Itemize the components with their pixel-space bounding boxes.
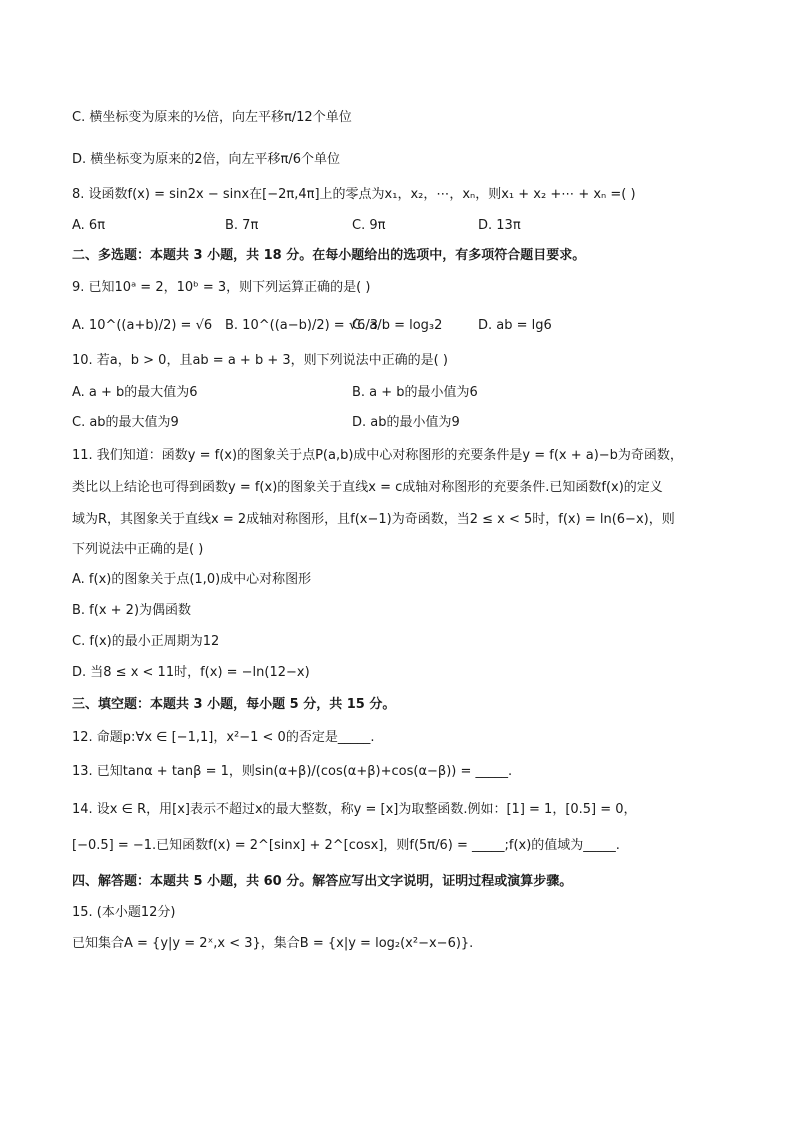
q8-options xyxy=(0,216,794,236)
q15-stem: 已知集合A = {y|y = 2ˣ,x < 3}，集合B = {x|y = log₂(x²−x−6)}. xyxy=(72,936,474,951)
q9-stem: 9. 已知10ᵃ = 2，10ᵇ = 3，则下列运算正确的是( ) xyxy=(72,280,371,295)
q8-option-b: B. 7π xyxy=(225,218,259,233)
q14-stem-line1: 14. 设x ∈ R，用[x]表示不超过x的最大整数，称y = [x]为取整函数.例如：[1] = 1，[0.5] = 0， xyxy=(72,802,637,817)
q7-option-d: D. 横坐标变为原来的2倍，向左平移π/6个单位 xyxy=(72,152,341,167)
q11-stem-line1: 11. 我们知道：函数y = f(x)的图象关于点P(a,b)成中心对称图形的充要条件是y = f(x + a)−b为奇函数， xyxy=(72,448,683,463)
q11-option-c: C. f(x)的最小正周期为12 xyxy=(72,634,220,649)
section-4-heading: 四、解答题：本题共 5 小题，共 60 分。解答应写出文字说明，证明过程或演算步骤。 xyxy=(72,874,573,889)
q11-option-a: A. f(x)的图象关于点(1,0)成中心对称图形 xyxy=(72,572,312,587)
q10-options-row1 xyxy=(0,383,794,403)
q9-option-a: A. 10^((a+b)/2) = √6 xyxy=(72,318,213,333)
section-2-heading: 二、多选题：本题共 3 小题，共 18 分。在每小题给出的选项中，有多项符合题目要求。 xyxy=(72,248,586,263)
q12-stem: 12. 命题p:∀x ∈ [−1,1]，x²−1 < 0的否定是_____. xyxy=(72,730,375,745)
q7-option-c: C. 横坐标变为原来的½倍，向左平移π/12个单位 xyxy=(72,110,352,125)
q11-option-b: B. f(x + 2)为偶函数 xyxy=(72,603,192,618)
q9-option-c: C. a/b = log₃2 xyxy=(352,318,443,333)
q9-option-b: B. 10^((a−b)/2) = √6/3 xyxy=(225,318,379,333)
q9-option-d: D. ab = lg6 xyxy=(478,318,552,333)
q11-option-d: D. 当8 ≤ x < 11时，f(x) = −ln(12−x) xyxy=(72,665,310,680)
q10-options-row2 xyxy=(0,413,794,433)
q10-option-c: C. ab的最大值为9 xyxy=(72,415,179,430)
q10-option-b: B. a + b的最小值为6 xyxy=(352,385,478,400)
q15-title: 15. (本小题12分) xyxy=(72,905,176,920)
q10-stem: 10. 若a，b > 0，且ab = a + b + 3，则下列说法中正确的是( ) xyxy=(72,353,448,368)
q14-stem-line2: [−0.5] = −1.已知函数f(x) = 2^[sinx] + 2^[cosx]，则f(5π/6) = _____;f(x)的值域为_____. xyxy=(72,838,620,853)
q8-option-c: C. 9π xyxy=(352,218,386,233)
q10-option-d: D. ab的最小值为9 xyxy=(352,415,460,430)
q11-stem-line4: 下列说法中正确的是( ) xyxy=(72,542,204,557)
q9-options xyxy=(0,316,794,336)
q8-option-d: D. 13π xyxy=(478,218,521,233)
q8-option-a: A. 6π xyxy=(72,218,106,233)
q11-stem-line3: 域为R，其图象关于直线x = 2成轴对称图形，且f(x−1)为奇函数，当2 ≤ x < 5时，f(x) = ln(6−x)，则 xyxy=(72,512,675,527)
q11-stem-line2: 类比以上结论也可得到函数y = f(x)的图象关于直线x = c成轴对称图形的充要条件.已知函数f(x)的定义 xyxy=(72,480,663,495)
section-3-heading: 三、填空题：本题共 3 小题，每小题 5 分，共 15 分。 xyxy=(72,697,396,712)
q13-stem: 13. 已知tanα + tanβ = 1，则sin(α+β)/(cos(α+β)+cos(α−β)) = _____. xyxy=(72,764,513,779)
q8-stem: 8. 设函数f(x) = sin2x − sinx在[−2π,4π]上的零点为x₁，x₂，⋯，xₙ，则x₁ + x₂ +⋯ + xₙ =( ) xyxy=(72,187,636,202)
q10-option-a: A. a + b的最大值为6 xyxy=(72,385,198,400)
